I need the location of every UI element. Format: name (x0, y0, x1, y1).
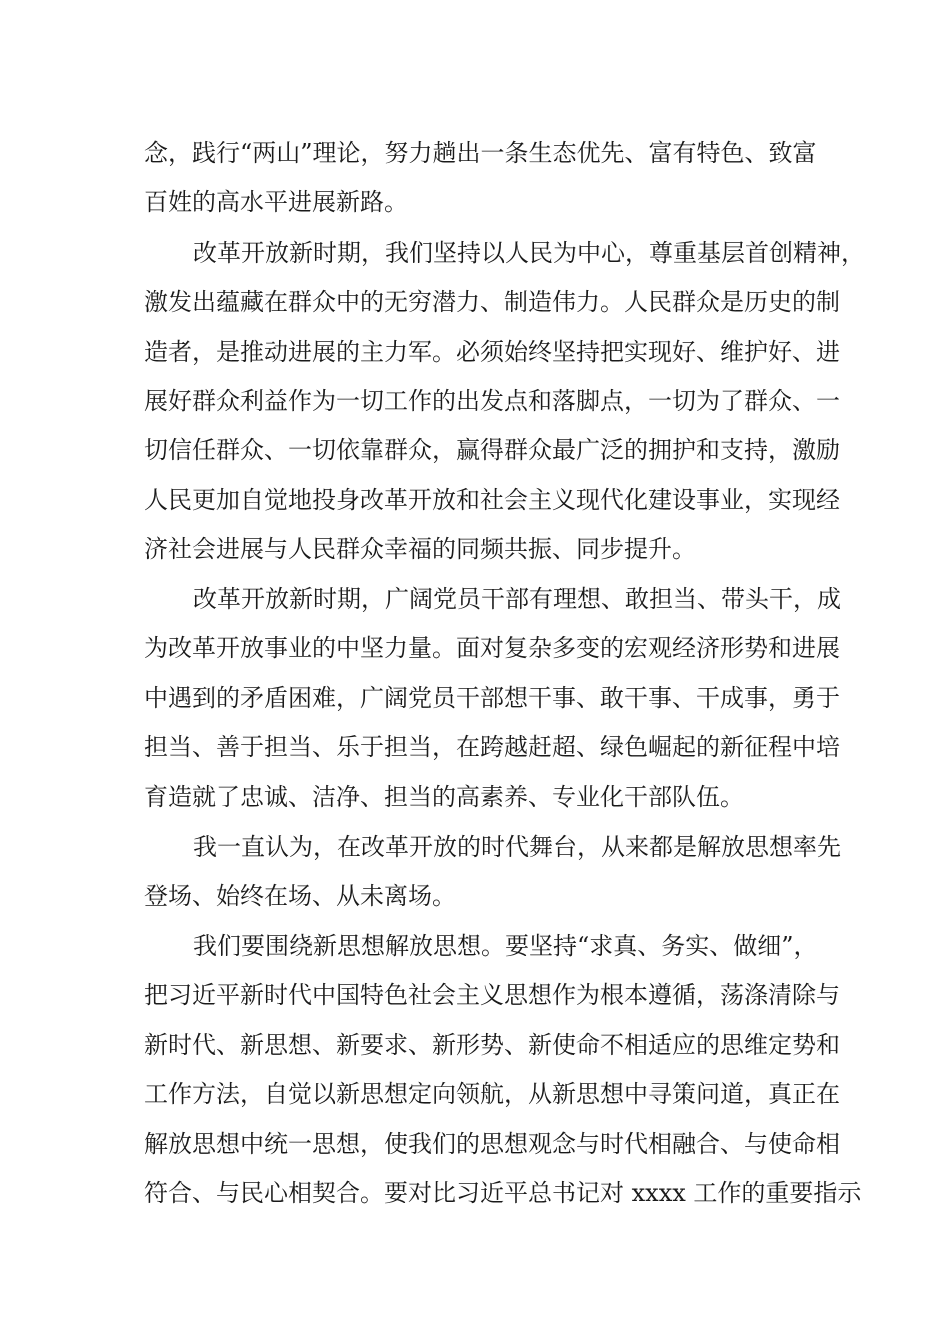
text-line: 工作方法，自觉以新思想定向领航，从新思想中寻策问道，真正在 (144, 1080, 840, 1108)
text-line: 登场、始终在场、从未离场。 (144, 882, 456, 910)
text-line: 百姓的高水平进展新路。 (144, 188, 408, 216)
text-line: 人民更加自觉地投身改革开放和社会主义现代化建设事业，实现经 (144, 486, 840, 514)
text-line: 造者，是推动进展的主力军。必须始终坚持把实现好、维护好、进 (144, 338, 840, 366)
paragraph-first-line: 改革开放新时期，我们坚持以人民为中心，尊重基层首创精神， (193, 239, 865, 267)
text-line: 把习近平新时代中国特色社会主义思想作为根本遵循，荡涤清除与 (144, 981, 840, 1009)
paragraph-first-line: 改革开放新时期，广阔党员干部有理想、敢担当、带头干，成 (193, 585, 841, 613)
text-line: 中遇到的矛盾困难，广阔党员干部想干事、敢干事、干成事，勇于 (144, 684, 840, 712)
text-line: 念，践行“两山”理论，努力趟出一条生态优先、富有特色、致富 (144, 139, 817, 167)
paragraph-first-line: 我一直认为，在改革开放的时代舞台，从来都是解放思想率先 (193, 833, 841, 861)
text-line: 济社会进展与人民群众幸福的同频共振、同步提升。 (144, 535, 696, 563)
text-line: 激发出蕴藏在群众中的无穷潜力、制造伟力。人民群众是历史的制 (144, 288, 840, 316)
text-line: 展好群众利益作为一切工作的出发点和落脚点，一切为了群众、一 (144, 387, 840, 415)
text-line: 新时代、新思想、新要求、新形势、新使命不相适应的思维定势和 (144, 1031, 840, 1059)
text-line: 为改革开放事业的中坚力量。面对复杂多变的宏观经济形势和进展 (144, 634, 840, 662)
text-line: 切信任群众、一切依靠群众，赢得群众最广泛的拥护和支持，激励 (144, 436, 840, 464)
text-line: 育造就了忠诚、洁净、担当的高素养、专业化干部队伍。 (144, 783, 744, 811)
text-line: 担当、善于担当、乐于担当，在跨越赶超、绿色崛起的新征程中培 (144, 733, 840, 761)
paragraph-first-line: 我们要围绕新思想解放思想。要坚持“求真、务实、做细”， (193, 932, 818, 960)
text-line: 符合、与民心相契合。要对比习近平总书记对 xxxx 工作的重要指示 (144, 1179, 862, 1207)
text-line: 解放思想中统一思想，使我们的思想观念与时代相融合、与使命相 (144, 1130, 840, 1158)
